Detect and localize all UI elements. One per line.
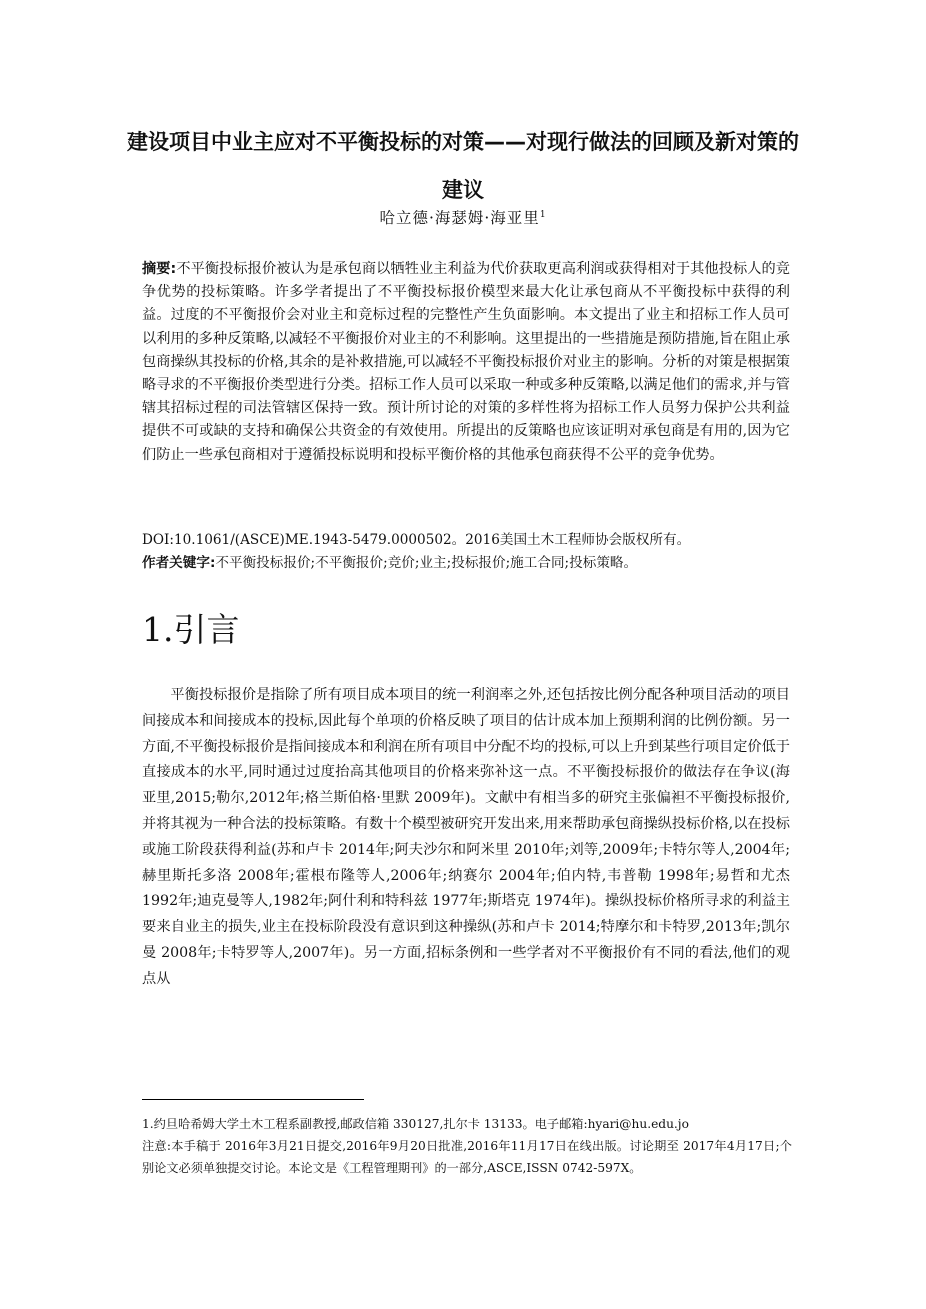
author-affiliation-mark: 1 <box>539 209 547 220</box>
paper-title: 建设项目中业主应对不平衡投标的对策——对现行做法的回顾及新对策的建议 <box>127 130 799 202</box>
footnote-affiliation: 1.约旦哈希姆大学土木工程系副教授,邮政信箱 330127,扎尔卡 13133。电子邮箱:hyari@hu.edu.jo <box>142 1117 689 1131</box>
author-names: 哈立德·海瑟姆·海亚里 <box>379 209 540 227</box>
footnote-divider <box>142 1099 364 1100</box>
keywords <box>142 552 802 575</box>
footnote-submission-note: 注意:本手稿于 2016年3月21日提交,2016年9月20日批准,2016年11月17日在线出版。讨论期至 2017年4月17日;个别论文必须单独提交讨论。本论文是《工程管理期刊》的一部分,ASCE,ISSN 0742-597X。 <box>142 1139 792 1175</box>
keywords-text: 不平衡投标报价;不平衡报价;竞价;业主;投标报价;施工合同;投标策略。 <box>215 555 638 571</box>
abstract-text: 不平衡投标报价被认为是承包商以牺牲业主利益为代价获取更高利润或获得相对于其他投标人的竞争优势的投标策略。许多学者提出了不平衡投标报价模型来最大化让承包商从不平衡投标中获得的利益。过度的不平衡报价会对业主和竞标过程的完整性产生负面影响。本文提出了业主和招标工作人员可以利用的多种反策略,以减轻不平衡报价对业主的不利影响。这里提出的一些措施是预防措施,旨在阻止承包商操纵其投标的价格,其余的是补救措施,可以减轻不平衡投标报价对业主的影响。分析的对策是根据策略寻求的不平衡报价类型进行分类。招标工作人员可以采取一种或多种反策略,以满足他们的需求,并与管辖其招标过程的司法管辖区保持一致。预计所讨论的对策的多样性将为招标工作人员努力保护公共利益提供不可或缺的支持和确保公共资金的有效使用。所提出的反策略也应该证明对承包商是有用的,因为它们防止一些承包商相对于遵循投标说明和投标平衡价格的其他承包商获得不公平的竞争优势。 <box>142 261 790 463</box>
author-line <box>0 206 926 228</box>
keywords-label: 作者关键字: <box>142 555 216 571</box>
doi-line: DOI:10.1061/(ASCE)ME.1943-5479.0000502。2016美国土木工程师协会版权所有。 <box>142 532 691 548</box>
abstract <box>142 258 790 467</box>
section-heading-introduction: 1.引言 <box>142 610 240 649</box>
introduction-paragraph: 平衡投标报价是指除了所有项目成本项目的统一利润率之外,还包括按比例分配各种项目活动的项目间接成本和间接成本的投标,因此每个单项的价格反映了项目的估计成本加上预期利润的比例份额。另一方面,不平衡投标报价是指间接成本和利润在所有项目中分配不均的投标,可以上升到某些行项目定价低于直接成本的水平,同时通过过度抬高其他项目的价格来弥补这一点。不平衡投标报价的做法存在争议(海亚里,2015;勒尔,2012年;格兰斯伯格·里默 2009年)。文献中有相当多的研究主张偏袒不平衡投标报价,并将其视为一种合法的投标策略。有数十个模型被研究开发出来,用来帮助承包商操纵投标价格,以在投标或施工阶段获得利益(苏和卢卡 2014年;阿夫沙尔和阿米里 2010年;刘等,2009年;卡特尔等人,2004年;赫里斯托多洛 2008年;霍根布隆等人,2006年;纳赛尔 2004年;伯内特,韦普勒 1998年;易哲和尤杰 1992年;迪克曼等人,1982年;阿什利和特科兹 1977年;斯塔克 1974年)。操纵投标价格所寻求的利益主要来自业主的损失,业主在投标阶段没有意识到这种操纵(苏和卢卡 2014;特摩尔和卡特罗,2013年;凯尔曼 2008年;卡特罗等人,2007年)。另一方面,招标条例和一些学者对不平衡报价有不同的看法,他们的观点从 <box>142 687 790 987</box>
abstract-label: 摘要: <box>142 261 177 277</box>
